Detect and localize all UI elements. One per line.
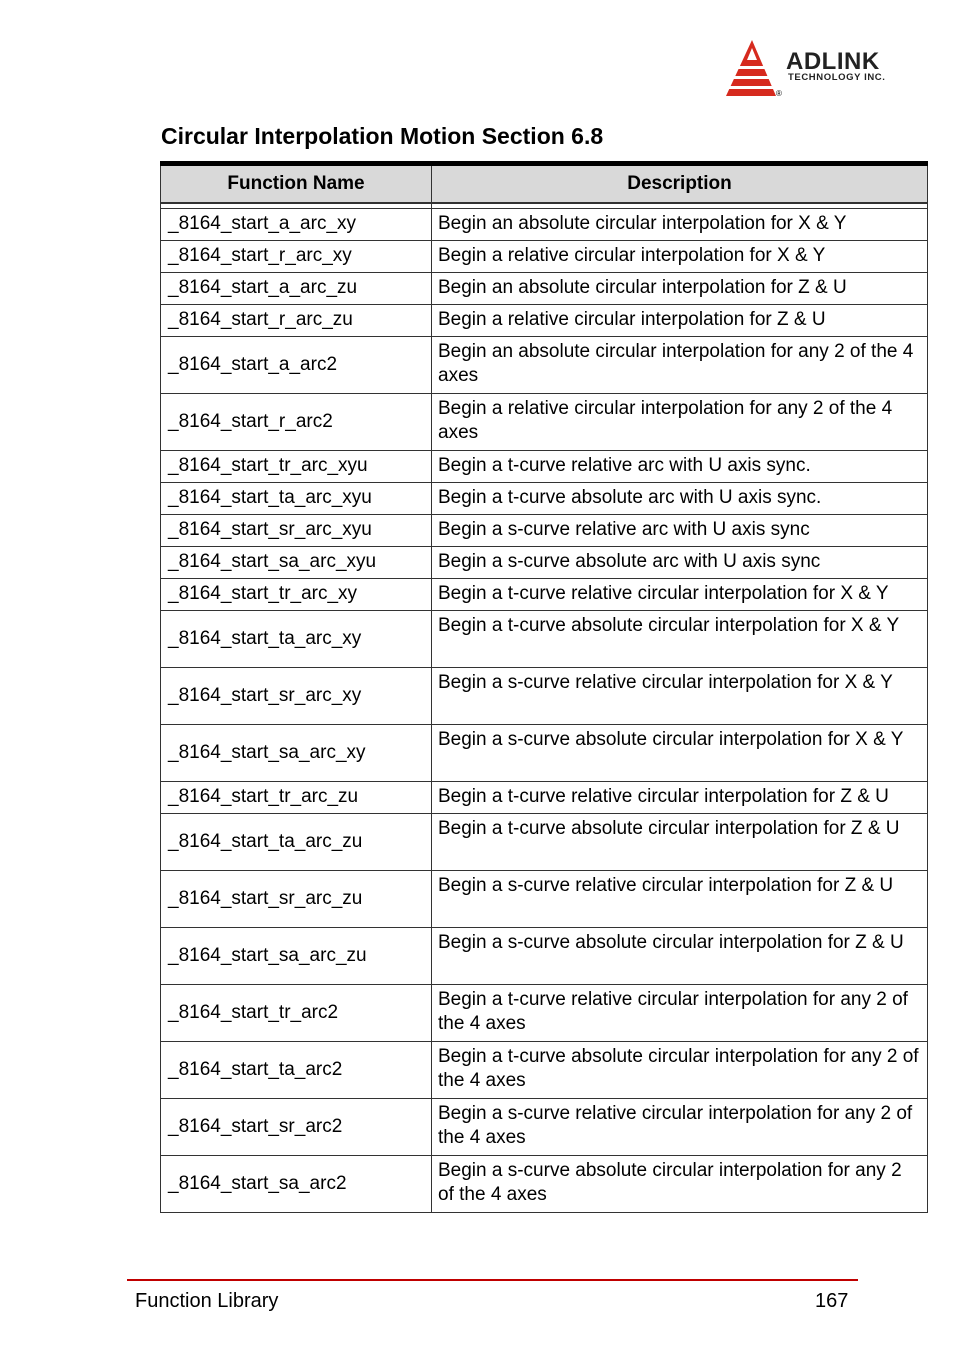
column-header-description: Description — [432, 164, 928, 204]
registered-mark: ® — [776, 89, 782, 98]
function-name-cell: _8164_start_tr_arc_xyu — [161, 451, 432, 483]
description-cell: Begin a relative circular interpolation for Z & U — [432, 305, 928, 337]
table-row — [161, 1156, 928, 1213]
description-cell: Begin a t-curve absolute circular interpolation for any 2 of the 4 axes — [432, 1042, 928, 1099]
function-name-cell: _8164_start_tr_arc_xy — [161, 579, 432, 611]
footer-chapter-title: Function Library — [135, 1290, 279, 1312]
function-name-cell: _8164_start_ta_arc_xy — [161, 611, 432, 668]
description-cell: Begin a s-curve absolute circular interpolation for Z & U — [432, 928, 928, 985]
brand-name: ADLINK — [786, 48, 880, 75]
function-name-cell: _8164_start_r_arc_xy — [161, 241, 432, 273]
function-name-cell: _8164_start_ta_arc2 — [161, 1042, 432, 1099]
description-cell: Begin a t-curve relative circular interpolation for X & Y — [432, 579, 928, 611]
description-cell: Begin a s-curve relative circular interpolation for any 2 of the 4 axes — [432, 1099, 928, 1156]
table-row — [161, 579, 928, 611]
section-title: Circular Interpolation Motion Section 6.8 — [161, 123, 604, 149]
function-name-cell: _8164_start_a_arc_xy — [161, 209, 432, 241]
table-row — [161, 985, 928, 1042]
table-row — [161, 209, 928, 241]
description-cell: Begin a s-curve absolute circular interpolation for any 2 of the 4 axes — [432, 1156, 928, 1213]
table-row — [161, 305, 928, 337]
description-cell: Begin a t-curve absolute circular interpolation for X & Y — [432, 611, 928, 668]
column-header-function-name: Function Name — [161, 164, 432, 204]
function-name-cell: _8164_start_r_arc_zu — [161, 305, 432, 337]
function-table — [160, 161, 927, 1213]
function-name-cell: _8164_start_a_arc2 — [161, 337, 432, 394]
description-cell: Begin an absolute circular interpolation for any 2 of the 4 axes — [432, 337, 928, 394]
description-cell: Begin a t-curve absolute circular interpolation for Z & U — [432, 814, 928, 871]
function-name-cell: _8164_start_sr_arc2 — [161, 1099, 432, 1156]
table-row — [161, 1099, 928, 1156]
table-row — [161, 928, 928, 985]
description-cell: Begin a t-curve relative circular interpolation for Z & U — [432, 782, 928, 814]
description-cell: Begin a s-curve relative circular interpolation for X & Y — [432, 668, 928, 725]
table-header-row — [161, 164, 928, 204]
table-row — [161, 547, 928, 579]
description-cell: Begin a relative circular interpolation for any 2 of the 4 axes — [432, 394, 928, 451]
description-cell: Begin a s-curve absolute circular interpolation for X & Y — [432, 725, 928, 782]
adlink-logo — [722, 38, 912, 102]
description-cell: Begin a s-curve absolute arc with U axis sync — [432, 547, 928, 579]
function-name-cell: _8164_start_sa_arc_zu — [161, 928, 432, 985]
table-row — [161, 451, 928, 483]
table-row — [161, 337, 928, 394]
table-row — [161, 871, 928, 928]
function-name-cell: _8164_start_r_arc2 — [161, 394, 432, 451]
description-cell: Begin a s-curve relative arc with U axis sync — [432, 515, 928, 547]
function-name-cell: _8164_start_sa_arc_xy — [161, 725, 432, 782]
function-name-cell: _8164_start_ta_arc_zu — [161, 814, 432, 871]
function-name-cell: _8164_start_sr_arc_xy — [161, 668, 432, 725]
table-row — [161, 814, 928, 871]
function-name-cell: _8164_start_sr_arc_xyu — [161, 515, 432, 547]
function-name-cell: _8164_start_sa_arc2 — [161, 1156, 432, 1213]
table-row — [161, 273, 928, 305]
function-name-cell: _8164_start_a_arc_zu — [161, 273, 432, 305]
footer-rule — [127, 1279, 858, 1281]
description-cell: Begin a t-curve absolute arc with U axis sync. — [432, 483, 928, 515]
table-row — [161, 611, 928, 668]
function-name-cell: _8164_start_tr_arc2 — [161, 985, 432, 1042]
table-row — [161, 1042, 928, 1099]
description-cell: Begin a t-curve relative circular interpolation for any 2 of the 4 axes — [432, 985, 928, 1042]
description-cell: Begin an absolute circular interpolation for X & Y — [432, 209, 928, 241]
table-row — [161, 668, 928, 725]
table-row — [161, 725, 928, 782]
function-name-cell: _8164_start_tr_arc_zu — [161, 782, 432, 814]
table-row — [161, 394, 928, 451]
description-cell: Begin a t-curve relative arc with U axis sync. — [432, 451, 928, 483]
table-row — [161, 515, 928, 547]
description-cell: Begin a relative circular interpolation for X & Y — [432, 241, 928, 273]
function-name-cell: _8164_start_sr_arc_zu — [161, 871, 432, 928]
description-cell: Begin a s-curve relative circular interpolation for Z & U — [432, 871, 928, 928]
table-row — [161, 782, 928, 814]
function-name-cell: _8164_start_ta_arc_xyu — [161, 483, 432, 515]
table-row — [161, 241, 928, 273]
page-number: 167 — [815, 1290, 849, 1312]
description-cell: Begin an absolute circular interpolation for Z & U — [432, 273, 928, 305]
brand-subtitle: TECHNOLOGY INC. — [788, 72, 886, 83]
table-row — [161, 483, 928, 515]
function-name-cell: _8164_start_sa_arc_xyu — [161, 547, 432, 579]
